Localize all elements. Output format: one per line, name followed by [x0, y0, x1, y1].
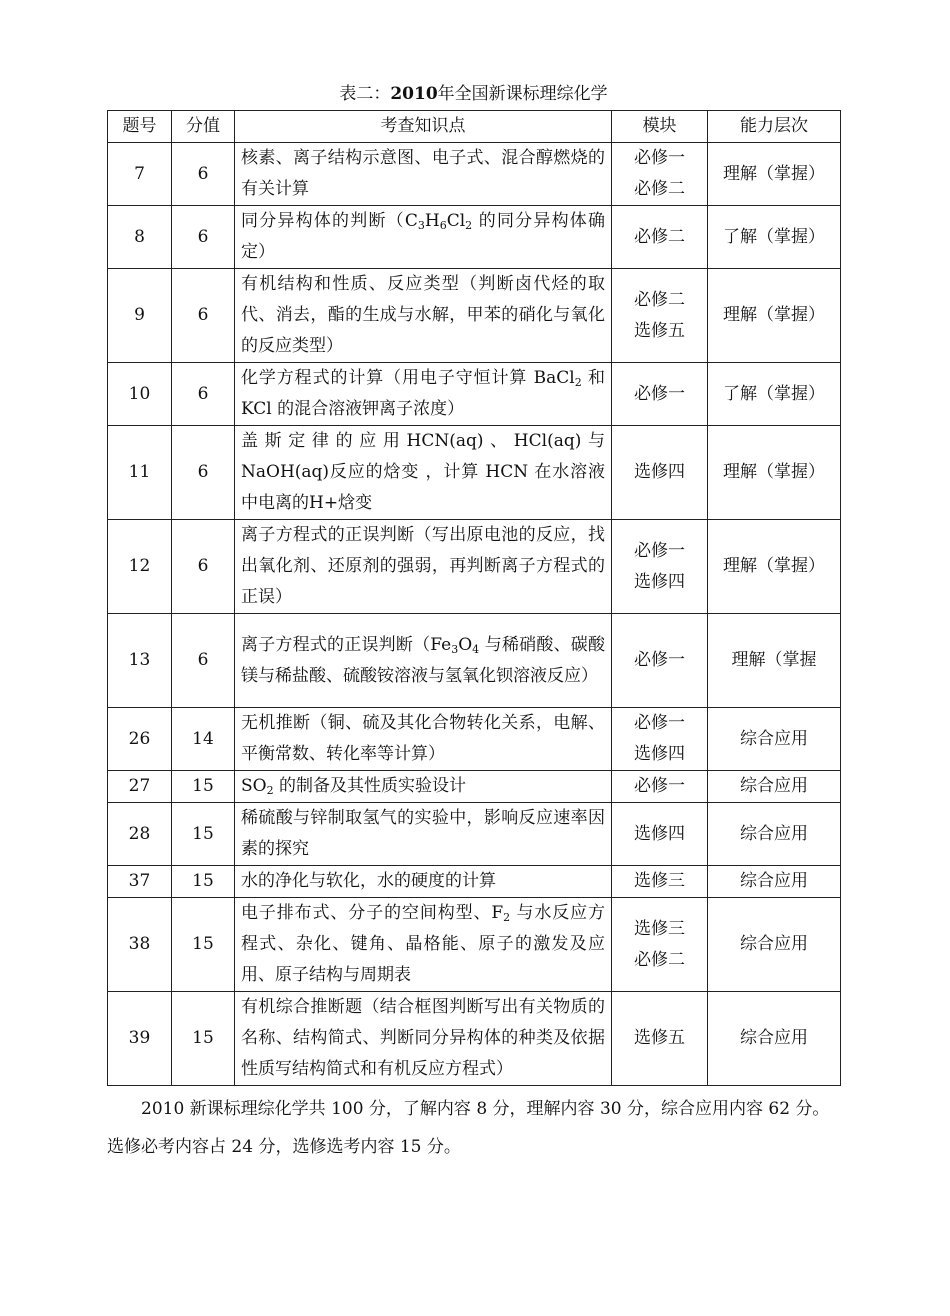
table-caption: [107, 82, 840, 106]
question-number: 27: [108, 771, 172, 803]
question-number: 26: [108, 708, 172, 771]
table-row: [108, 771, 841, 803]
header-knowledge-point: 考查知识点: [235, 111, 612, 143]
score: 6: [172, 363, 235, 426]
score: 15: [172, 866, 235, 898]
table-row: [108, 614, 841, 708]
module: 选修三: [612, 866, 708, 898]
module: 选修五: [612, 992, 708, 1086]
module: 选修四: [612, 803, 708, 866]
question-number: 10: [108, 363, 172, 426]
header-question-number: 题号: [108, 111, 172, 143]
ability-level: 综合应用: [708, 708, 841, 771]
table-row: [108, 143, 841, 206]
ability-level: 理解（掌握）: [708, 269, 841, 363]
ability-level: 理解（掌握: [708, 614, 841, 708]
score: 15: [172, 803, 235, 866]
header-module: 模块: [612, 111, 708, 143]
question-number: 38: [108, 898, 172, 992]
knowledge-point: 同分异构体的判断（$C_3H_6Cl_2$ 的同分异构体确定）: [235, 206, 612, 269]
score: 6: [172, 426, 235, 520]
knowledge-point: $SO_2$ 的制备及其性质实验设计: [235, 771, 612, 803]
question-number: 11: [108, 426, 172, 520]
module: 必修一 选修四: [612, 520, 708, 614]
module: 必修一 必修二: [612, 143, 708, 206]
table-row: [108, 708, 841, 771]
knowledge-point: 化学方程式的计算（用电子守恒计算 BaCl$_2$ 和 KCl 的混合溶液钾离子浓度）: [235, 363, 612, 426]
table-row: [108, 992, 841, 1086]
summary-paragraph-2: 选修必考内容占 24 分，选修选考内容 15 分。: [107, 1137, 461, 1157]
question-number: 39: [108, 992, 172, 1086]
module: 必修一: [612, 614, 708, 708]
table-row: [108, 866, 841, 898]
score: 15: [172, 771, 235, 803]
ability-level: 了解（掌握）: [708, 363, 841, 426]
caption-year: 2010: [390, 84, 438, 104]
score: 6: [172, 520, 235, 614]
table-row: [108, 898, 841, 992]
ability-level: 综合应用: [708, 771, 841, 803]
question-number: 9: [108, 269, 172, 363]
table-row: [108, 803, 841, 866]
summary-paragraph: 2010 新课标理综化学共 100 分，了解内容 8 分，理解内容 30 分，综合应用内容 62 分。: [141, 1099, 830, 1119]
question-number: 12: [108, 520, 172, 614]
knowledge-point: 电子排布式、分子的空间构型、$F_2$ 与水反应方程式、杂化、键角、晶格能、原子的激发及应用、原子结构与周期表: [235, 898, 612, 992]
table-row: [108, 520, 841, 614]
module: 必修二 选修五: [612, 269, 708, 363]
ability-level: 理解（掌握）: [708, 426, 841, 520]
table-row: [108, 206, 841, 269]
module: 选修三 必修二: [612, 898, 708, 992]
module: 选修四: [612, 426, 708, 520]
exam-analysis-table: [107, 110, 841, 1086]
knowledge-point: 无机推断（铜、硫及其化合物转化关系，电解、平衡常数、转化率等计算）: [235, 708, 612, 771]
question-number: 37: [108, 866, 172, 898]
table-body: [108, 143, 841, 1086]
knowledge-point: 离子方程式的正误判断（写出原电池的反应，找出氧化剂、还原剂的强弱，再判断离子方程式的正误）: [235, 520, 612, 614]
knowledge-point: 盖斯定律的应用HCN(aq)、HCl(aq)与NaOH(aq)反应的焓变 ，计算 HCN 在水溶液中电离的H+焓变: [235, 426, 612, 520]
header-ability-level: 能力层次: [708, 111, 841, 143]
knowledge-point: 稀硫酸与锌制取氢气的实验中，影响反应速率因素的探究: [235, 803, 612, 866]
caption-prefix: 表二：: [339, 84, 391, 104]
question-number: 8: [108, 206, 172, 269]
question-number: 28: [108, 803, 172, 866]
ability-level: 了解（掌握）: [708, 206, 841, 269]
score: 6: [172, 206, 235, 269]
ability-level: 综合应用: [708, 992, 841, 1086]
score: 15: [172, 898, 235, 992]
caption-rest: 年全国新课标理综化学: [437, 84, 608, 104]
knowledge-point: 离子方程式的正误判断（$Fe_3O_4$ 与稀硝酸、碳酸镁与稀盐酸、硫酸铵溶液与氢氧化钡溶液反应）: [235, 614, 612, 708]
knowledge-point: 核素、离子结构示意图、电子式、混合醇燃烧的有关计算: [235, 143, 612, 206]
table-header-row: [108, 111, 841, 143]
question-number: 7: [108, 143, 172, 206]
knowledge-point: 水的净化与软化，水的硬度的计算: [235, 866, 612, 898]
ability-level: 综合应用: [708, 898, 841, 992]
header-score: 分值: [172, 111, 235, 143]
score: 6: [172, 269, 235, 363]
score: 6: [172, 143, 235, 206]
ability-level: 理解（掌握）: [708, 143, 841, 206]
table-row: [108, 426, 841, 520]
module: 必修一 选修四: [612, 708, 708, 771]
knowledge-point: 有机综合推断题（结合框图判断写出有关物质的名称、结构简式、判断同分异构体的种类及依据性质写结构简式和有机反应方程式）: [235, 992, 612, 1086]
module: 必修一: [612, 771, 708, 803]
score: 6: [172, 614, 235, 708]
knowledge-point: 有机结构和性质、反应类型（判断卤代烃的取代、消去，酯的生成与水解，甲苯的硝化与氧化的反应类型）: [235, 269, 612, 363]
ability-level: 理解（掌握）: [708, 520, 841, 614]
module: 必修二: [612, 206, 708, 269]
module: 必修一: [612, 363, 708, 426]
ability-level: 综合应用: [708, 803, 841, 866]
score: 14: [172, 708, 235, 771]
table-row: [108, 363, 841, 426]
ability-level: 综合应用: [708, 866, 841, 898]
table-row: [108, 269, 841, 363]
question-number: 13: [108, 614, 172, 708]
score: 15: [172, 992, 235, 1086]
